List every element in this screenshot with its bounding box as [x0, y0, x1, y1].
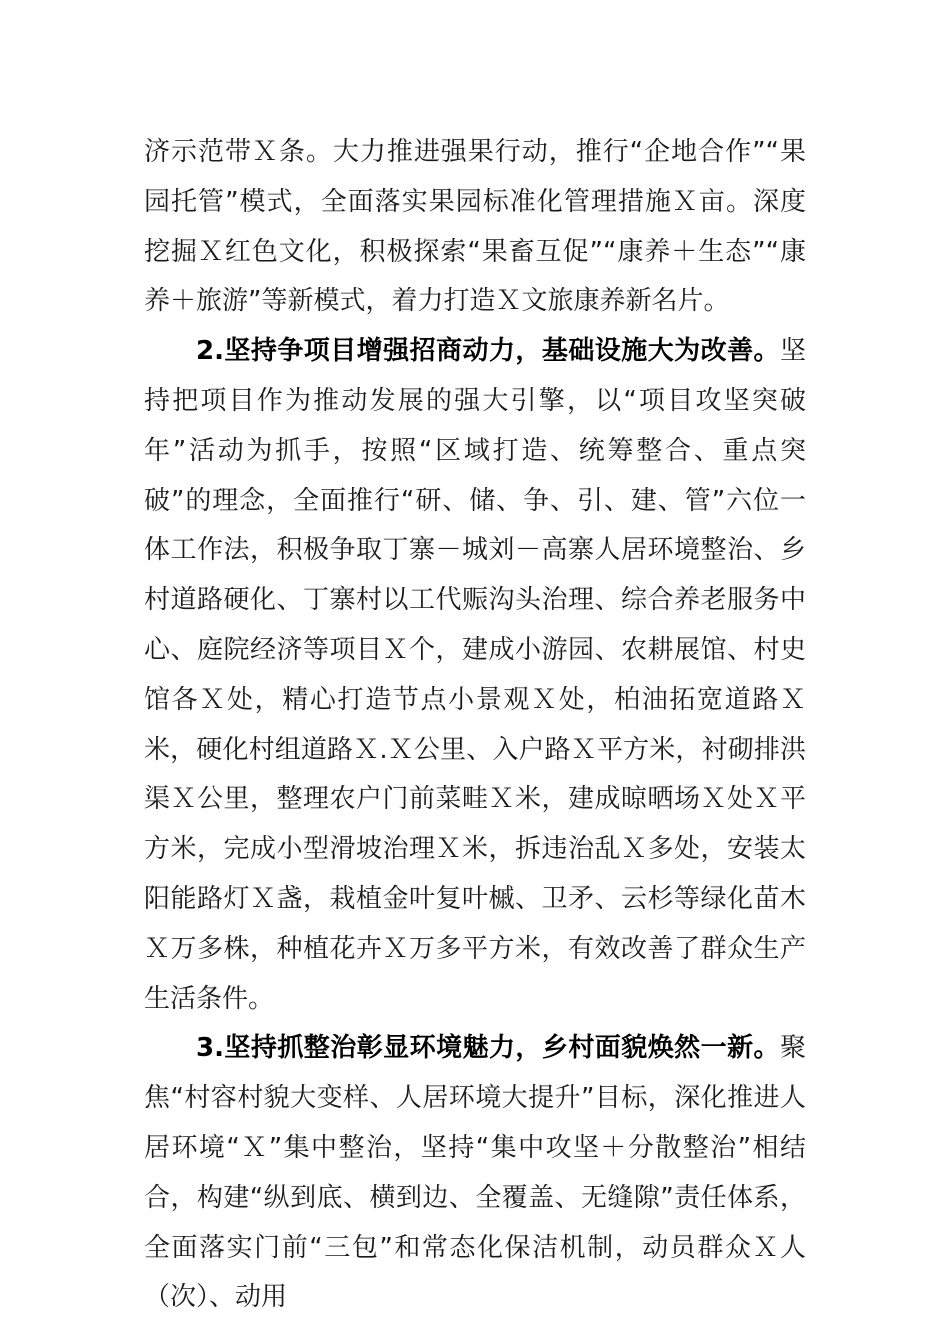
- paragraph-2-heading: 2.坚持争项目增强招商动力，基础设施大为改善。: [196, 336, 780, 367]
- paragraph-3-text: 聚焦“村容村貌大变样、人居环境大提升”目标，深化推进人居环境“Ｘ”集中整治，坚持“集中攻坚＋分散整治”相结合，构建“纵到底、横到边、全覆盖、无缝隙”责任体系，全面落实门前“三包”和常态化保洁机制，动员群众Ｘ人（次）、动用: [144, 1033, 806, 1313]
- paragraph-1: [144, 128, 806, 327]
- paragraph-1-text: 济示范带Ｘ条。大力推进强果行动，推行“企地合作”“果园托管”模式，全面落实果园标准化管理措施Ｘ亩。深度挖掘Ｘ红色文化，积极探索“果畜互促”“康养＋生态”“康养＋旅游”等新模式，着力打造Ｘ文旅康养新名片。: [144, 137, 806, 317]
- paragraph-3-heading: 3.坚持抓整治彰显环境魅力，乡村面貌焕然一新。: [196, 1033, 780, 1064]
- document-body: [144, 128, 806, 1323]
- paragraph-2: [144, 327, 806, 1024]
- paragraph-2-text: 坚持把项目作为推动发展的强大引擎，以“项目攻坚突破年”活动为抓手，按照“区域打造、统筹整合、重点突破”的理念，全面推行“研、储、争、引、建、管”六位一体工作法，积极争取丁寨－城刘－高寨人居环境整治、乡村道路硬化、丁寨村以工代赈沟头治理、综合养老服务中心、庭院经济等项目Ｘ个，建成小游园、农耕展馆、村史馆各Ｘ处，精心打造节点小景观Ｘ处，柏油拓宽道路Ｘ米，硬化村组道路Ｘ.Ｘ公里、入户路Ｘ平方米，衬砌排洪渠Ｘ公里，整理农户门前菜畦Ｘ米，建成晾晒场Ｘ处Ｘ平方米，完成小型滑坡治理Ｘ米，拆违治乱Ｘ多处，安装太阳能路灯Ｘ盏，栽植金叶复叶槭、卫矛、云杉等绿化苗木Ｘ万多株，种植花卉Ｘ万多平方米，有效改善了群众生产生活条件。: [144, 336, 806, 1014]
- paragraph-3: [144, 1024, 806, 1323]
